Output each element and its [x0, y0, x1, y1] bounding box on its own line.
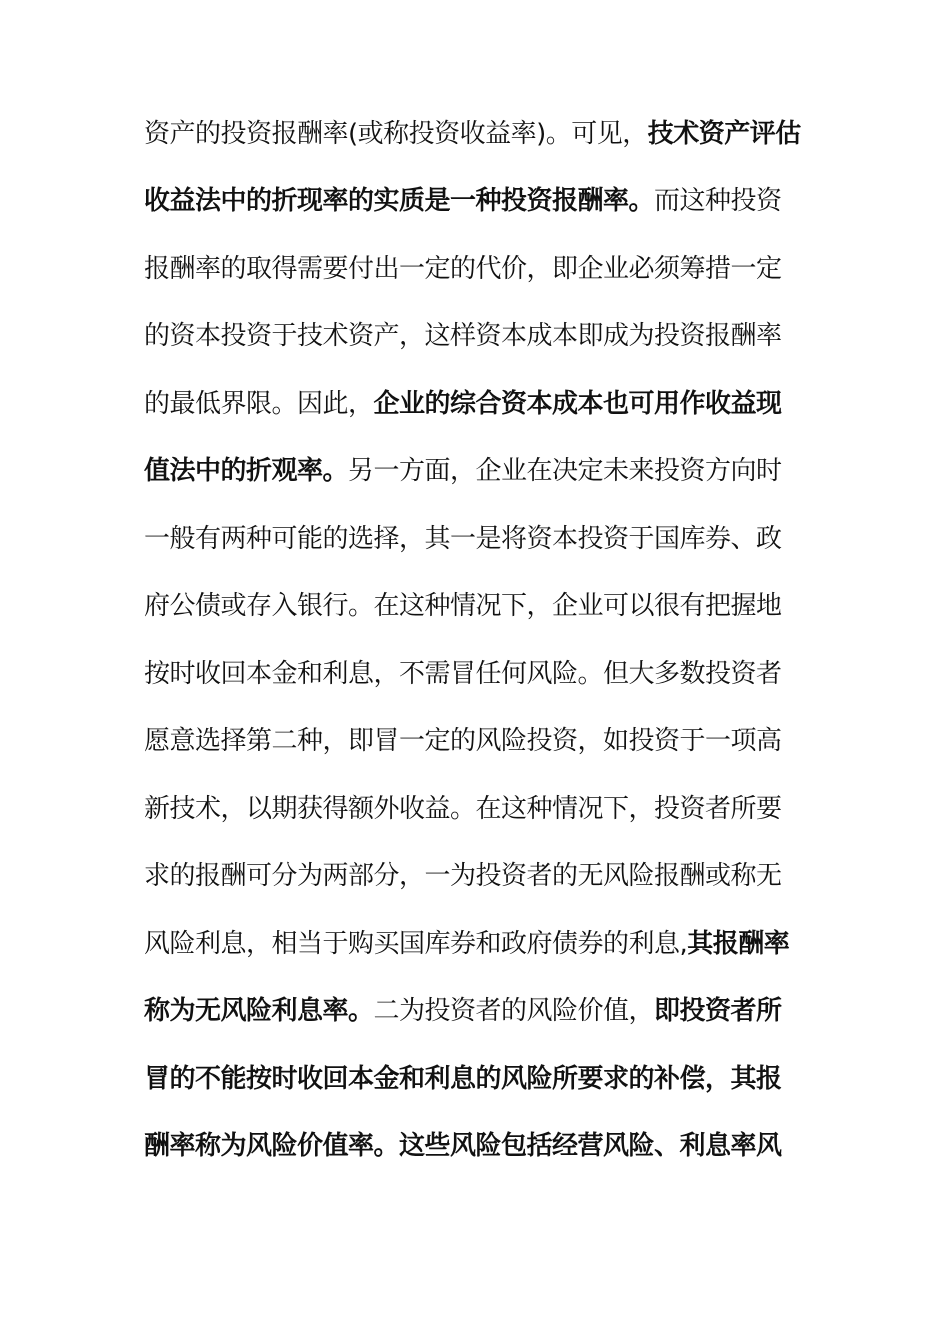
text-run-bold: 即投资者所: [654, 996, 782, 1026]
text-run: 另一方面，企业在决定未来投资方向时: [348, 456, 782, 486]
text-run-bold: 称为无风险利息率。: [144, 996, 374, 1026]
text-line: [144, 387, 824, 421]
text-run: 的资本投资于技术资产，这样资本成本即成为投资报酬率: [144, 321, 782, 351]
text-run: 而这种投资: [654, 186, 782, 216]
text-run: 报酬率的取得需要付出一定的代价，即企业必须筹措一定: [144, 254, 782, 284]
text-line: [144, 252, 824, 286]
text-line: [144, 184, 824, 218]
text-line: [144, 117, 824, 151]
text-run: 二为投资者的风险价值，: [373, 996, 655, 1026]
text-run: 愿意选择第二种，即冒一定的风险投资，如投资于一项高: [144, 726, 782, 756]
text-line: [144, 927, 824, 961]
text-run-bold: 收益法中的折现率的实质是一种投资报酬率。: [144, 186, 655, 216]
text-line: [144, 792, 824, 826]
text-run: 按时收回本金和利息，不需冒任何风险。但大多数投资者: [144, 659, 782, 689]
text-line: [144, 1129, 824, 1163]
text-run: 资产的投资报酬率(或称投资收益率)。可见，: [144, 119, 648, 149]
text-run: 求的报酬可分为两部分，一为投资者的无风险报酬或称无: [144, 861, 782, 891]
text-run: 的最低界限。因此，: [144, 389, 374, 419]
text-line: [144, 657, 824, 691]
text-line: [144, 859, 824, 893]
text-line: [144, 522, 824, 556]
text-run: 新技术，以期获得额外收益。在这种情况下，投资者所要: [144, 794, 782, 824]
text-run-bold: 企业的综合资本成本也可用作收益现: [373, 389, 782, 419]
text-run-bold: 值法中的折观率。: [144, 456, 349, 486]
text-line: [144, 724, 824, 758]
text-run: 府公债或存入银行。在这种情况下，企业可以很有把握地: [144, 591, 782, 621]
text-run-bold: 冒的不能按时收回本金和利息的风险所要求的补偿，其报: [144, 1064, 782, 1094]
text-run-bold: 技术资产评估: [647, 119, 801, 149]
text-run-bold: 其报酬率: [687, 929, 790, 959]
text-line: [144, 319, 824, 353]
text-run-bold: 酬率称为风险价值率。这些风险包括经营风险、利息率风: [144, 1131, 782, 1161]
text-run: 一般有两种可能的选择，其一是将资本投资于国库券、政: [144, 524, 782, 554]
text-line: [144, 1062, 824, 1096]
text-line: [144, 994, 824, 1028]
text-line: [144, 589, 824, 623]
text-line: [144, 454, 824, 488]
text-run: 风险利息，相当于购买国库券和政府债券的利息,: [144, 929, 688, 959]
